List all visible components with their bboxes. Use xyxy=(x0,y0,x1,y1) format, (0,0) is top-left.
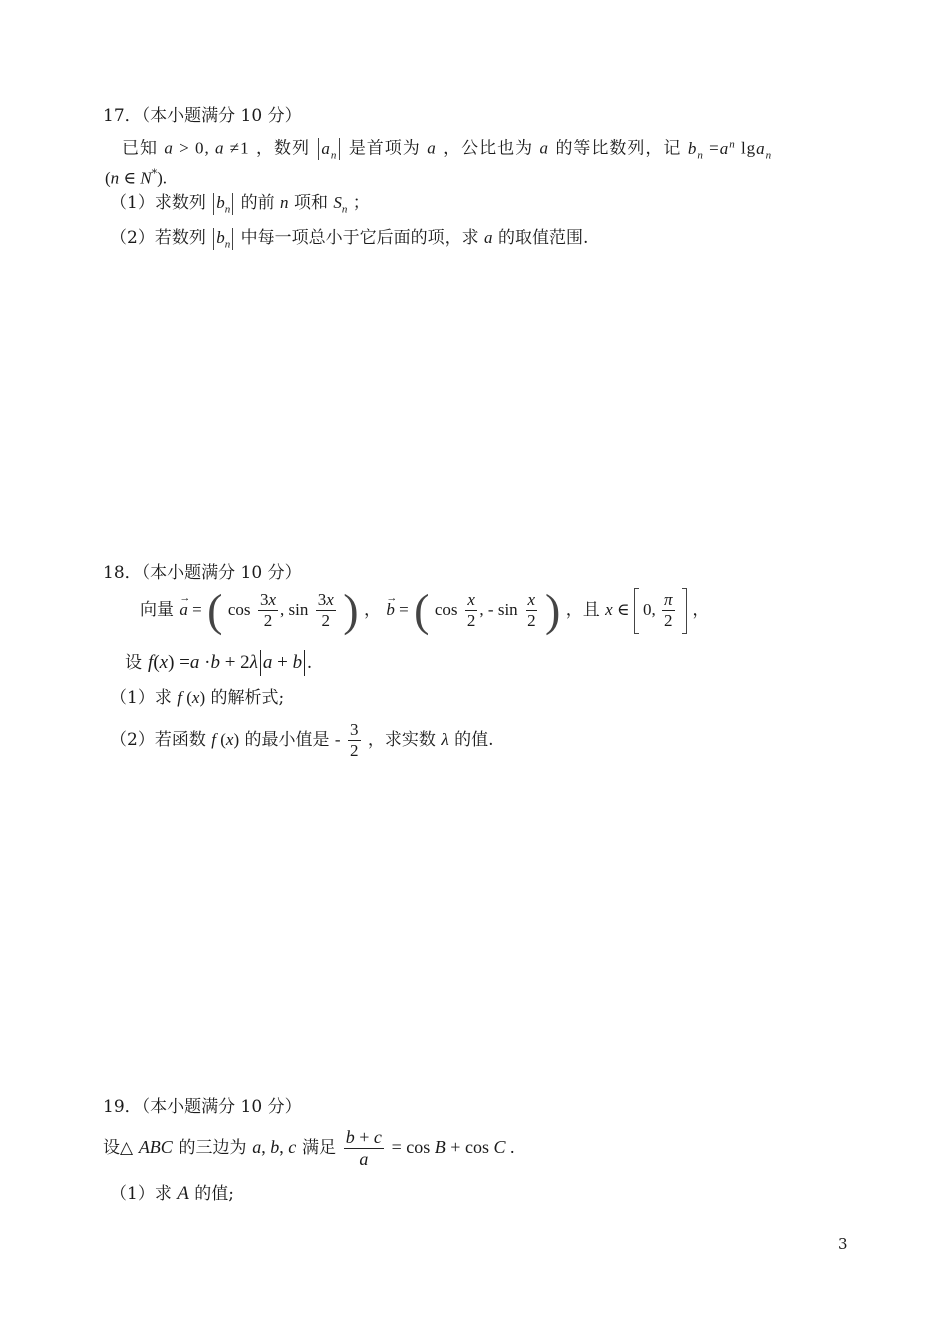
vector-b: → b xyxy=(386,585,395,635)
q19-part1: （1）求 A 的值; xyxy=(110,1183,234,1204)
q17-text-4: ，公比也为 xyxy=(443,138,534,159)
q18-part2: （2）若函数 f (x) 的最小值是 - $\frac{3}{2}$ ，求实数 λ 的值. xyxy=(110,720,494,760)
q17-math-bn: $b_n$ xyxy=(687,138,704,162)
q17-header: 17．（本小题满分 10 分） xyxy=(103,106,302,126)
q19-header: 19．（本小题满分 10 分） xyxy=(103,1097,302,1117)
vector-a: → a xyxy=(179,585,188,635)
q17-part1: （1）求数列 $b_n$ 的前 n 项和 $S_n$ ； xyxy=(110,193,370,216)
q17-text-5: 的等比数列，记 xyxy=(555,138,682,159)
q18-vectors-line: 向量 → a = ( cos $\frac{3x}{2}$ , sin $\frac{3x}{2}$ ) ， → b = ( cos $\frac{x}{2}$ , - sin $\frac{x}{2}$ ) ，且 x ∈ 0, $\frac{\pi}{2}$ ， xyxy=(140,585,709,635)
q17-text-3: 是首项为 xyxy=(348,138,421,159)
q17-text-2: ，数列 xyxy=(256,138,310,159)
q18-part1: （1）求 f (x) 的解析式; xyxy=(110,688,285,708)
q17-part2: （2）若数列 $b_n$ 中每一项总小于它后面的项，求 a 的取值范围. xyxy=(110,228,589,251)
q18-header: 18．（本小题满分 10 分） xyxy=(103,563,302,583)
q17-math-condition: a xyxy=(164,138,174,158)
q18-define-f: 设 f(x) =a ·b + 2λ a + b . xyxy=(125,650,312,676)
q17-statement-line1: 已知 a > 0, a ≠1 ，数列 $a_n$ 是首项为 a ，公比也为 a 的等比数列，记 $b_n =a^n$ lga$_n$ xyxy=(122,138,773,162)
q17-text-1: 已知 xyxy=(122,138,158,159)
page-number: 3 xyxy=(838,1235,848,1253)
q19-statement: 设△ ABC 的三边为 a, b, c 满足 $\frac{b + c}{a}$ = cos B + cos C . xyxy=(103,1127,515,1169)
q17-math-an: $a_n$ xyxy=(321,138,338,162)
q17-statement-line2: (n ∈ N*). xyxy=(105,167,168,188)
